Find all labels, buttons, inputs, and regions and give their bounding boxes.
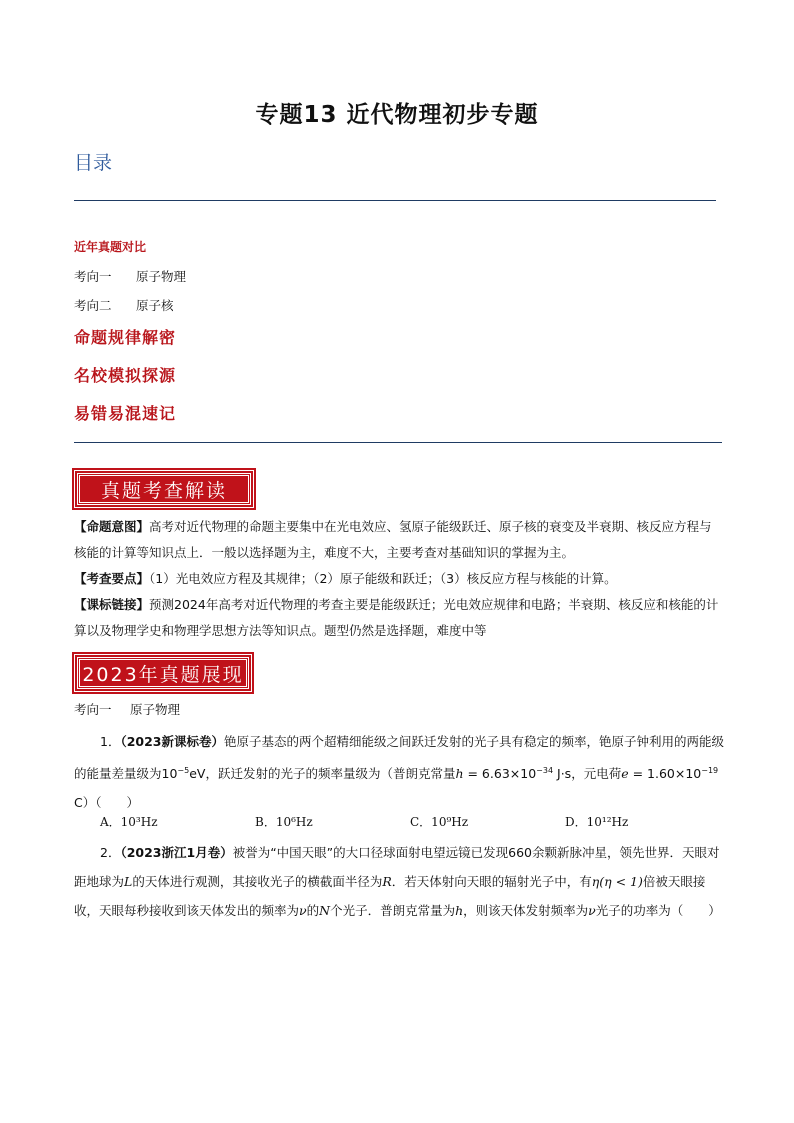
toc-link-topic-2[interactable]: [74, 296, 186, 314]
option-c[interactable]: C．10⁹Hz: [410, 815, 469, 829]
exponent: −19: [701, 766, 719, 775]
intent-text: 高考对近代物理的命题主要集中在光电效应、氢原子能级跃迁、原子核的衰变及半衰期、核反应方程与核能的计算等知识点上．一般以选择题为主，难度不大，主要考查对基础知识的掌握为主。: [74, 519, 712, 560]
symbol-eta: η(η < 1): [591, 874, 643, 889]
section-key: 考向一: [74, 702, 112, 717]
toc-link-mistakes[interactable]: 易错易混速记: [74, 404, 177, 423]
link-paragraph: [74, 592, 724, 644]
exponent: −34: [536, 766, 554, 775]
value-e: = 1.60×10: [628, 766, 702, 782]
symbol-e: e: [621, 766, 629, 782]
toc-item-key: 考向一: [74, 269, 112, 284]
toc-link-topic-1[interactable]: [74, 267, 186, 285]
toc-link-patterns[interactable]: 命题规律解密: [74, 328, 177, 347]
symbol-N: N: [319, 903, 331, 918]
question-text: eV，跃迁发射的光子的频率量级为（普朗克常量: [189, 766, 456, 782]
question-text: C）（ ）: [74, 795, 139, 811]
link-text: 预测2024年高考对近代物理的考查主要是能级跃迁；光电效应规律和电路；半衰期、核反应和核能的计算以及物理学史和物理学思想方法等知识点。题型仍然是选择题，难度中等: [74, 597, 719, 638]
question-text: 被誉为“中国天眼”的大口径球面射电望远镜已发现660余颗新脉冲星，领先世界．天眼对距地球为: [74, 845, 720, 889]
question-text: J·s，元电荷: [553, 766, 622, 782]
intent-tag: 【命题意图】: [74, 519, 150, 534]
symbol-nu: ν: [588, 903, 596, 918]
symbol-h: h: [455, 766, 464, 782]
banner-exam-analysis: [72, 468, 256, 510]
question-text: ，则该天体发射频率为: [463, 903, 589, 918]
symbol-nu: ν: [299, 903, 307, 918]
question-text: 倍被天眼接收，天眼每秒接收到该天体发出的频率为: [74, 874, 706, 918]
toc-link-recent-exams[interactable]: 近年真题对比: [74, 240, 147, 254]
toc-heading: 目录: [74, 152, 113, 174]
question-1-options: [100, 813, 720, 830]
symbol-R: R: [382, 874, 392, 889]
question-source: （2023浙江1月卷）: [120, 845, 233, 860]
question-1: [74, 727, 724, 817]
option-a[interactable]: A．10³Hz: [100, 815, 158, 829]
question-text: 的天体进行观测，其接收光子的横截面半径为: [132, 874, 383, 889]
symbol-h: h: [455, 903, 464, 918]
toc-item-label: 原子核: [136, 298, 174, 313]
symbol-L: L: [124, 874, 133, 889]
divider-top: [74, 200, 716, 201]
intent-paragraph: [74, 514, 724, 566]
toc-link-mock-sources[interactable]: 名校模拟探源: [74, 366, 177, 385]
question-source: （2023新课标卷）: [120, 734, 224, 749]
question-text: 的: [306, 903, 320, 918]
exponent: −5: [177, 766, 190, 775]
option-d[interactable]: D．10¹²Hz: [565, 815, 629, 829]
section-label: 原子物理: [130, 702, 181, 717]
page-title: 专题13 近代物理初步专题: [255, 102, 539, 128]
points-text: （1）光电效应方程及其规律；（2）原子能级和跃迁；（3）核反应方程与核能的计算。: [149, 571, 617, 586]
points-paragraph: [74, 566, 724, 592]
option-b[interactable]: B．10⁶Hz: [255, 815, 313, 829]
section-heading: [74, 700, 180, 718]
question-text: 铯原子基态的两个超精细能级之间跃迁发射的光子具有稳定的频率，铯原子钟利用的两能级的能量差量级为10: [74, 734, 725, 782]
question-text: 光子的功率为（ ）: [595, 903, 721, 918]
value-h: = 6.63×10: [463, 766, 537, 782]
question-number: 1．: [100, 734, 121, 749]
question-number: 2．: [100, 845, 121, 860]
banner-text: 真题考查解读: [77, 473, 251, 505]
banner-2023-exams: [72, 652, 254, 694]
toc-item-label: 原子物理: [136, 269, 187, 284]
question-2: [74, 838, 724, 925]
points-tag: 【考查要点】: [74, 571, 150, 586]
question-text: 个光子．普朗克常量为: [330, 903, 456, 918]
banner-text: 2023年真题展现: [77, 657, 249, 689]
toc-item-key: 考向二: [74, 298, 112, 313]
divider-bottom: [74, 442, 722, 443]
table-of-contents: [74, 238, 186, 439]
question-text: ．若天体射向天眼的辐射光子中，有: [391, 874, 592, 889]
link-tag: 【课标链接】: [74, 597, 150, 612]
